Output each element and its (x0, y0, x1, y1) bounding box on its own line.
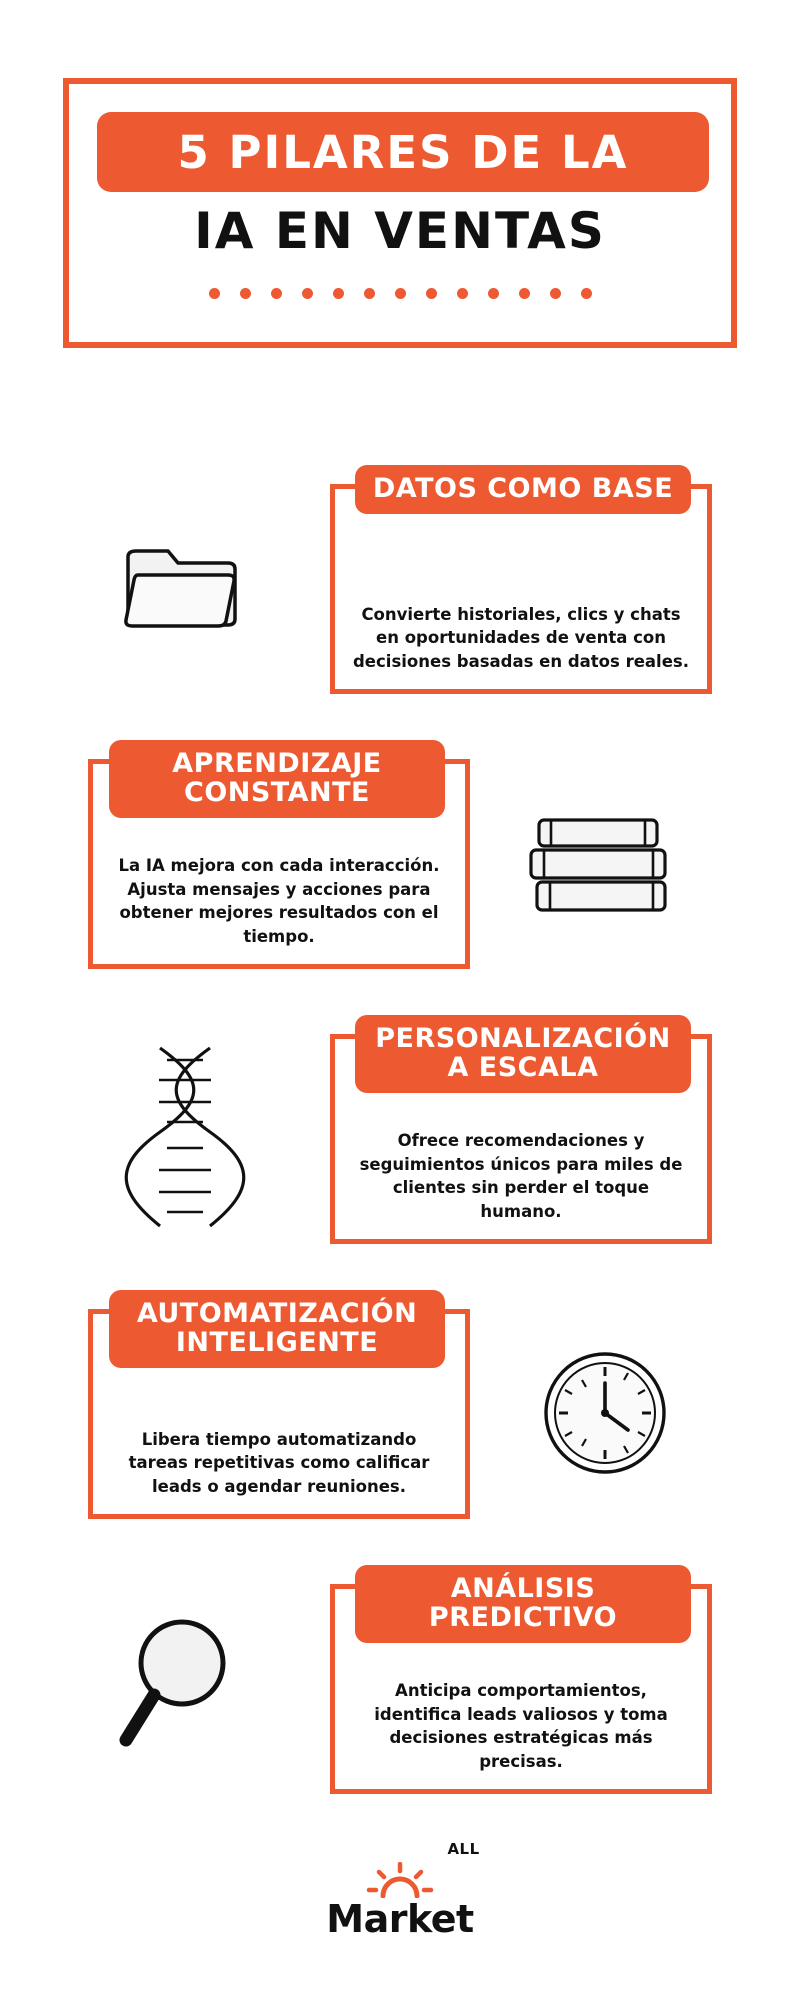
pillar-card-3 (330, 1023, 712, 1244)
dna-icon (60, 1040, 310, 1235)
pillar-body-5: Anticipa comportamientos, identifica leads valiosos y toma decisiones estratégicas más precisas. (374, 1681, 668, 1771)
divider-dot (457, 288, 468, 299)
pillar-row-4 (0, 1285, 800, 1535)
sun-arc-icon (365, 1862, 435, 1898)
pillar-body-2: La IA mejora con cada interacción. Ajusta mensajes y acciones para obtener mejores resultados con el tiempo. (118, 856, 440, 946)
pillar-row-3 (0, 1010, 800, 1260)
pillar-body-1: Convierte historiales, clics y chats en oportunidades de venta con decisiones basadas en datos reales. (353, 604, 689, 671)
header-band-title: 5 PILARES DE LA (177, 125, 629, 179)
divider-dot (209, 288, 220, 299)
header-panel (63, 78, 737, 348)
pillar-body-3: Ofrece recomendaciones y seguimientos únicos para miles de clientes sin perder el toque humano. (359, 1131, 683, 1221)
divider-dot (426, 288, 437, 299)
header-dot-divider (69, 288, 731, 299)
clock-icon (480, 1315, 730, 1510)
divider-dot (395, 288, 406, 299)
divider-dot (581, 288, 592, 299)
pillar-row-5 (0, 1560, 800, 1810)
divider-dot (333, 288, 344, 299)
books-icon (480, 765, 730, 960)
pillar-row-1 (0, 460, 800, 710)
pillar-title-5: ANÁLISIS PREDICTIVO (355, 1565, 691, 1643)
magnifier-icon (60, 1590, 310, 1785)
divider-dot (550, 288, 561, 299)
divider-dot (302, 288, 313, 299)
divider-dot (240, 288, 251, 299)
header-subtitle: IA EN VENTAS (194, 202, 606, 260)
pillar-title-3: PERSONALIZACIÓN A ESCALA (355, 1015, 691, 1093)
footer-logo (0, 1840, 800, 1941)
folder-icon (60, 490, 310, 685)
pillar-card-1 (330, 473, 712, 694)
pillar-card-2 (88, 748, 470, 969)
pillar-card-5 (330, 1573, 712, 1794)
pillar-row-2 (0, 735, 800, 985)
brand-name: Market (326, 1897, 474, 1941)
brand-name-top: ALL (447, 1840, 480, 1858)
pillar-card-4 (88, 1298, 470, 1519)
divider-dot (364, 288, 375, 299)
pillar-title-1: DATOS COMO BASE (355, 465, 691, 514)
divider-dot (488, 288, 499, 299)
pillar-title-4: AUTOMATIZACIÓN INTELIGENTE (109, 1290, 445, 1368)
pillar-title-2: APRENDIZAJE CONSTANTE (109, 740, 445, 818)
divider-dot (519, 288, 530, 299)
brand-logo (326, 1840, 480, 1941)
pillar-body-4: Libera tiempo automatizando tareas repetitivas como calificar leads o agendar reuniones. (128, 1429, 430, 1496)
divider-dot (271, 288, 282, 299)
header-title-band (97, 112, 709, 192)
